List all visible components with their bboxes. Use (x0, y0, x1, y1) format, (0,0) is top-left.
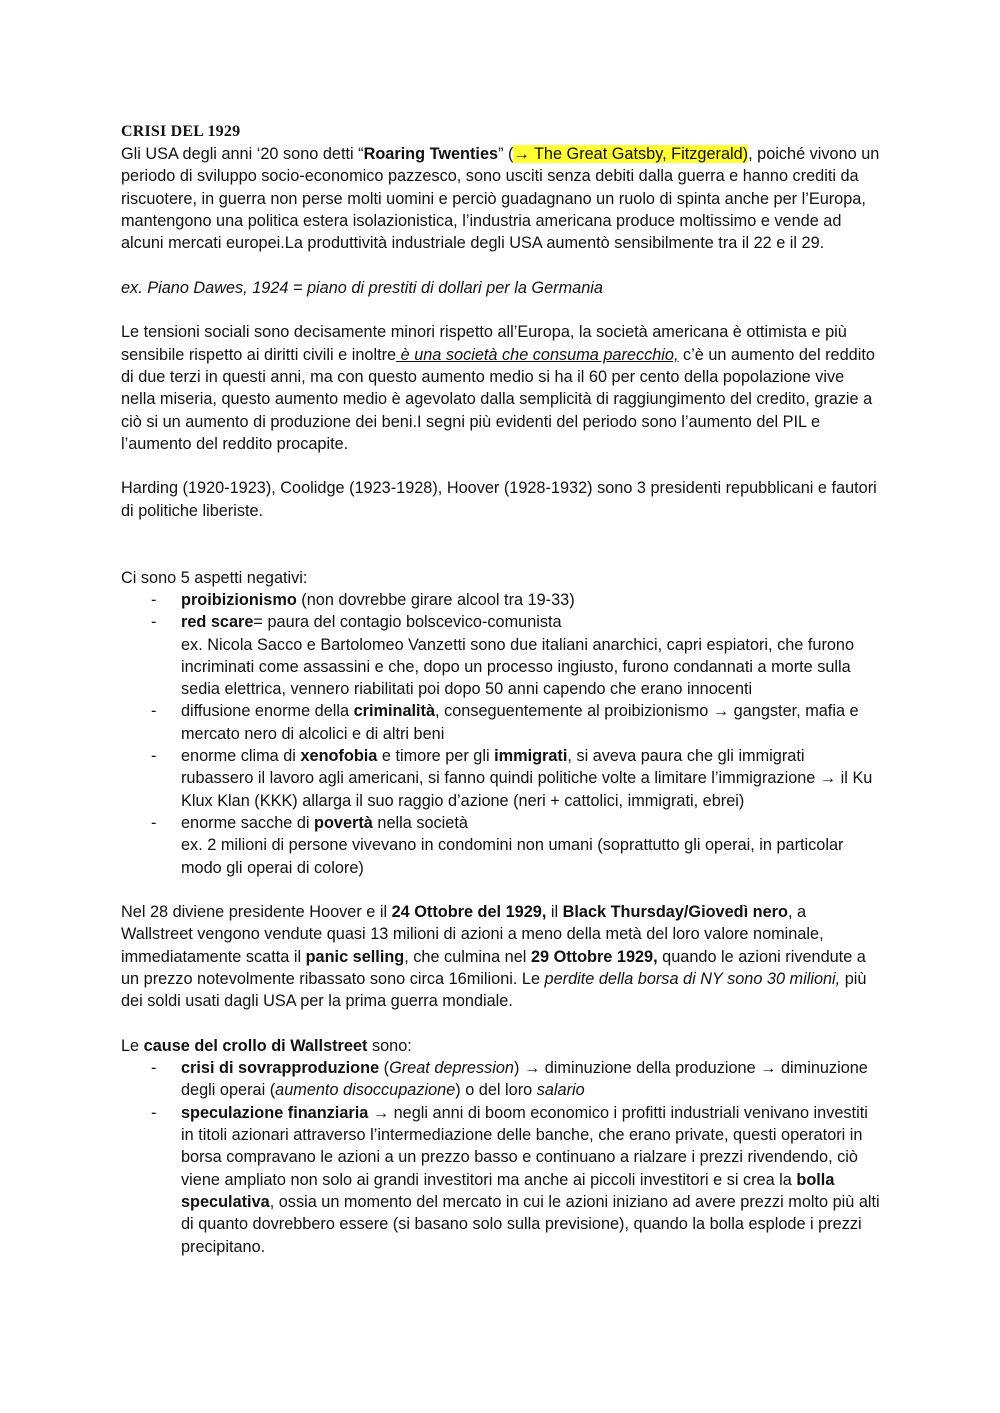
causes-list (121, 1057, 881, 1258)
list-item (121, 589, 881, 611)
list-item (121, 611, 881, 700)
bold-text: xenofobia (300, 747, 378, 766)
bold-text: crisi di sovrapproduzione (181, 1059, 380, 1078)
text: sono: (367, 1036, 412, 1055)
bold-text: criminalità (353, 702, 436, 721)
paragraph-roaring-twenties (121, 143, 881, 254)
bold-text: cause del crollo di Wallstreet (143, 1036, 368, 1055)
list-item (121, 700, 881, 745)
text: enorme sacche di (181, 813, 315, 832)
paragraph-presidents: Harding (1920-1923), Coolidge (1923-1928), Hoover (1928-1932) sono 3 presidenti repubblicani e fautori di politiche liberiste. (121, 479, 877, 520)
italic-text: aumento disoccupazione (275, 1081, 456, 1100)
text: ) → diminuzione della produzione → diminuzione degli operai ( (181, 1059, 868, 1100)
bold-text: proibizionismo (181, 590, 297, 609)
list-item (121, 812, 881, 879)
document-title: CRISI DEL 1929 (121, 123, 241, 140)
bullet-dash: - (151, 747, 157, 766)
text: Gli USA degli anni ‘20 sono detti “ (121, 145, 364, 163)
text: → negli anni di boom economico i profitti industriali venivano investiti in titoli azionari attraverso l’intermediazione delle banche, che erano private, questi operatori in borsa compravano le azioni a un prezzo basso e continuano a rialzare i prezzi rivendendo, ciò viene ampliato non solo ai grandi investitori ma anche ai piccoli investitori e si crea la (181, 1103, 868, 1189)
underlined-italic-text: è una società che consuma parecchio, (396, 345, 679, 364)
italic-text: Great depression (389, 1059, 514, 1078)
italic-text: salario (536, 1081, 585, 1100)
bold-text: bolla speculativa (181, 1170, 835, 1211)
text: diffusione enorme della (181, 702, 354, 721)
negative-aspects-list (121, 589, 881, 879)
bold-text: Roaring Twenties (363, 145, 499, 163)
text: ) o del loro (455, 1081, 537, 1100)
paragraph-dawes-plan (121, 277, 881, 299)
bold-text: red scare (181, 613, 254, 632)
highlighted-reference: → The Great Gatsby, Fitzgerald) (513, 145, 749, 163)
bullet-dash: - (151, 813, 157, 832)
paragraph-causes-intro (121, 1035, 881, 1057)
bullet-dash: - (151, 590, 157, 609)
text: , a Wallstreet vengono vendute quasi 13 milioni di azioni a meno della metà del loro valore nominale, immediatamente scatta il (121, 903, 824, 966)
list-item (121, 1102, 881, 1258)
example-text: ex. 2 milioni di persone vivevano in condomini non umani (soprattutto gli operai, in particolar modo gli operai di colore) (181, 836, 844, 877)
bold-text: Black Thursday/Giovedì nero (562, 903, 788, 922)
text: , poiché vivono un periodo di sviluppo socio-economico pazzesco, sono usciti senza debiti dalla guerra e hanno crediti da riscuotere, in guerra non perse molti uomini e perciò guadagnano un ruolo di spinta anche per l’Europa, mantengono una politica estera isolazionistica, l’industria americana produce moltissimo e vende ad alcuni mercati europei.La produttività industriale degli USA aumentò sensibilmente tra il 22 e il 29. (121, 145, 880, 253)
text: Le tensioni sociali sono decisamente minori rispetto all’Europa, la società americana è ottimista e più sensibile rispetto ai diritti civili e inoltre (121, 323, 847, 364)
bold-text: 24 Ottobre del 1929, (391, 903, 547, 922)
text: Le (121, 1036, 144, 1055)
list-item (121, 745, 881, 812)
bold-text: panic selling (305, 947, 405, 966)
text: , conseguentemente al proibizionismo → gangster, mafia e mercato nero di alcolici e di altri beni (181, 702, 859, 743)
document-page (121, 121, 881, 1258)
paragraph-social-tensions (121, 321, 881, 455)
paragraph-black-thursday (121, 901, 881, 1012)
text: più dei soldi usati dagli USA per la prima guerra mondiale. (121, 969, 867, 1011)
text: nella società (372, 813, 468, 832)
text: Nel 28 diviene presidente Hoover e il (121, 903, 392, 922)
bullet-dash: - (151, 613, 157, 632)
example-text: ex. Nicola Sacco e Bartolomeo Vanzetti sono due italiani anarchici, capri espiatori, che furono incriminati come assassini e che, dopo un processo ingiusto, furono condannati a morte sulla sedia elettrica, vennero riabilitati poi dopo 50 anni capendo che erano innocenti (181, 635, 855, 699)
bold-text: povertà (314, 813, 373, 832)
text: c’è un aumento del reddito di due terzi in questi anni, ma con questo aumento medio si ha il 60 per cento della popolazione vive nella miseria, questo aumento medio è agevolato dalla semplicità di raggiungimento del credito, grazie a ciò si un aumento di produzione dei beni.I segni più evidenti del periodo sono l’aumento del PIL e l’aumento del reddito procapite. (121, 345, 875, 453)
text: (non dovrebbe girare alcool tra 19-33) (296, 590, 575, 609)
text: , si aveva paura che gli immigrati rubassero il lavoro agli americani, si fanno quindi politiche volte a limitare l’immigrazione → il Ku Klux Klan (KKK) allarga il suo raggio d’azione (neri + cattolici, immigrati, ebrei) (181, 747, 873, 810)
bold-text: speculazione finanziaria (181, 1103, 369, 1122)
text: quando le azioni rivendute a un prezzo notevolmente ribassato sono circa 16milioni. Le (121, 947, 866, 988)
text: ( (379, 1059, 390, 1078)
paragraph-negative-aspects-intro: Ci sono 5 aspetti negativi: (121, 568, 308, 587)
bullet-dash: - (151, 1059, 157, 1078)
text: ” ( (498, 145, 514, 163)
bullet-dash: - (151, 702, 157, 721)
list-item (121, 1057, 881, 1102)
text: e timore per gli (377, 747, 495, 766)
bullet-dash: - (151, 1103, 157, 1122)
text: il (546, 903, 563, 922)
text: = paura del contagio bolscevico-comunista (253, 613, 562, 632)
italic-text: perdite della borsa di NY sono 30 milioni, (544, 969, 841, 988)
bold-text: immigrati (494, 747, 568, 766)
text: enorme clima di (181, 747, 301, 766)
text: , ossia un momento del mercato in cui le azioni iniziano ad avere prezzi molto più alti di quanto dovrebbero essere (si basano solo sulla previsione), quando la bolla esplode i prezzi precipitano. (181, 1192, 880, 1256)
italic-text: ex. Piano Dawes, 1924 = piano di prestiti di dollari per la Germania (121, 278, 603, 297)
text: , che culmina nel (404, 947, 531, 966)
bold-text: 29 Ottobre 1929, (530, 947, 658, 966)
